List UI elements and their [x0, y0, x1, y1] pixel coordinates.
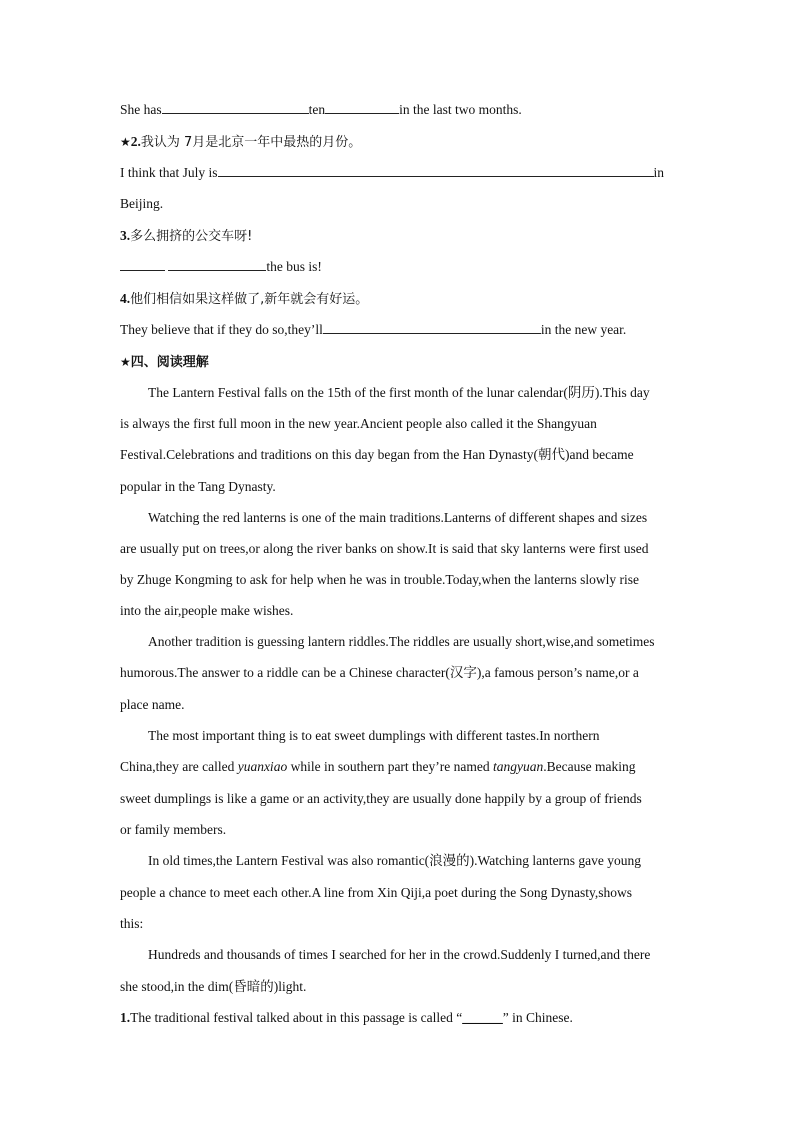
answer-blank[interactable]	[162, 101, 309, 114]
q4-answer-line: They believe that if they do so,they’ll in the new year.	[120, 322, 627, 337]
p4-line: or family members.	[120, 822, 227, 837]
p2-line: are usually put on trees,or along the river banks on show.It is said that sky lanterns were first used	[120, 541, 649, 556]
q3-answer-line: the bus is!	[120, 258, 322, 276]
p3-line: humorous.The answer to a riddle can be a Chinese character(汉字),a famous person’s name,or a	[120, 665, 639, 680]
p4-line: sweet dumplings is like a game or an activity,they are usually done happily by a group of friends	[120, 791, 642, 806]
answer-blank[interactable]	[218, 164, 654, 177]
p1-line: The Lantern Festival falls on the 15th of the first month of the lunar calendar(阴历).This day	[148, 385, 650, 400]
section-heading: ★四、阅读理解	[120, 355, 209, 370]
p6-line: Hundreds and thousands of times I searched for her in the crowd.Suddenly I turned,and there	[148, 947, 651, 962]
p2-line: into the air,people make wishes.	[120, 603, 294, 618]
p4-line: China,they are called yuanxiao while in southern part they’re named tangyuan.Because making	[120, 759, 636, 774]
p3-line: place name.	[120, 697, 185, 712]
p3-line: Another tradition is guessing lantern riddles.The riddles are usually short,wise,and sometimes	[148, 634, 655, 649]
question-1: 1.The traditional festival talked about in this passage is called “______” in Chinese.	[120, 1010, 573, 1025]
answer-blank[interactable]: ______	[462, 1010, 503, 1025]
p2-line: by Zhuge Kongming to ask for help when he was in trouble.Today,when the lanterns slowly rise	[120, 572, 639, 587]
p5-line: people a chance to meet each other.A line from Xin Qiji,a poet during the Song Dynasty,shows	[120, 885, 632, 900]
q2-answer-line: I think that July is in	[120, 165, 665, 180]
p5-line: this:	[120, 916, 144, 931]
q2-prompt: ★2.我认为 7月是北京一年中最热的月份。	[120, 134, 362, 150]
p1-line: Festival.Celebrations and traditions on this day began from the Han Dynasty(朝代)and became	[120, 447, 634, 462]
answer-blank[interactable]	[325, 101, 399, 114]
p1-line: is always the first full moon in the new year.Ancient people also called it the Shangyuan	[120, 416, 597, 431]
answer-blank[interactable]	[323, 321, 541, 334]
p2-line: Watching the red lanterns is one of the main traditions.Lanterns of different shapes and sizes	[148, 510, 648, 525]
q1-tail-line: She has ten in the last two months.	[120, 102, 522, 117]
answer-blank[interactable]	[168, 258, 266, 271]
q4-prompt: 4.他们相信如果这样做了,新年就会有好运。	[120, 291, 369, 307]
p6-line: she stood,in the dim(昏暗的)light.	[120, 979, 307, 994]
p1-line: popular in the Tang Dynasty.	[120, 479, 276, 494]
q3-prompt: 3.多么拥挤的公交车呀!	[120, 228, 253, 244]
p4-line: The most important thing is to eat sweet dumplings with different tastes.In northern	[148, 728, 600, 743]
q2-answer-line-2: Beijing.	[120, 196, 164, 211]
p5-line: In old times,the Lantern Festival was also romantic(浪漫的).Watching lanterns gave young	[148, 853, 642, 868]
answer-blank[interactable]	[120, 258, 165, 271]
